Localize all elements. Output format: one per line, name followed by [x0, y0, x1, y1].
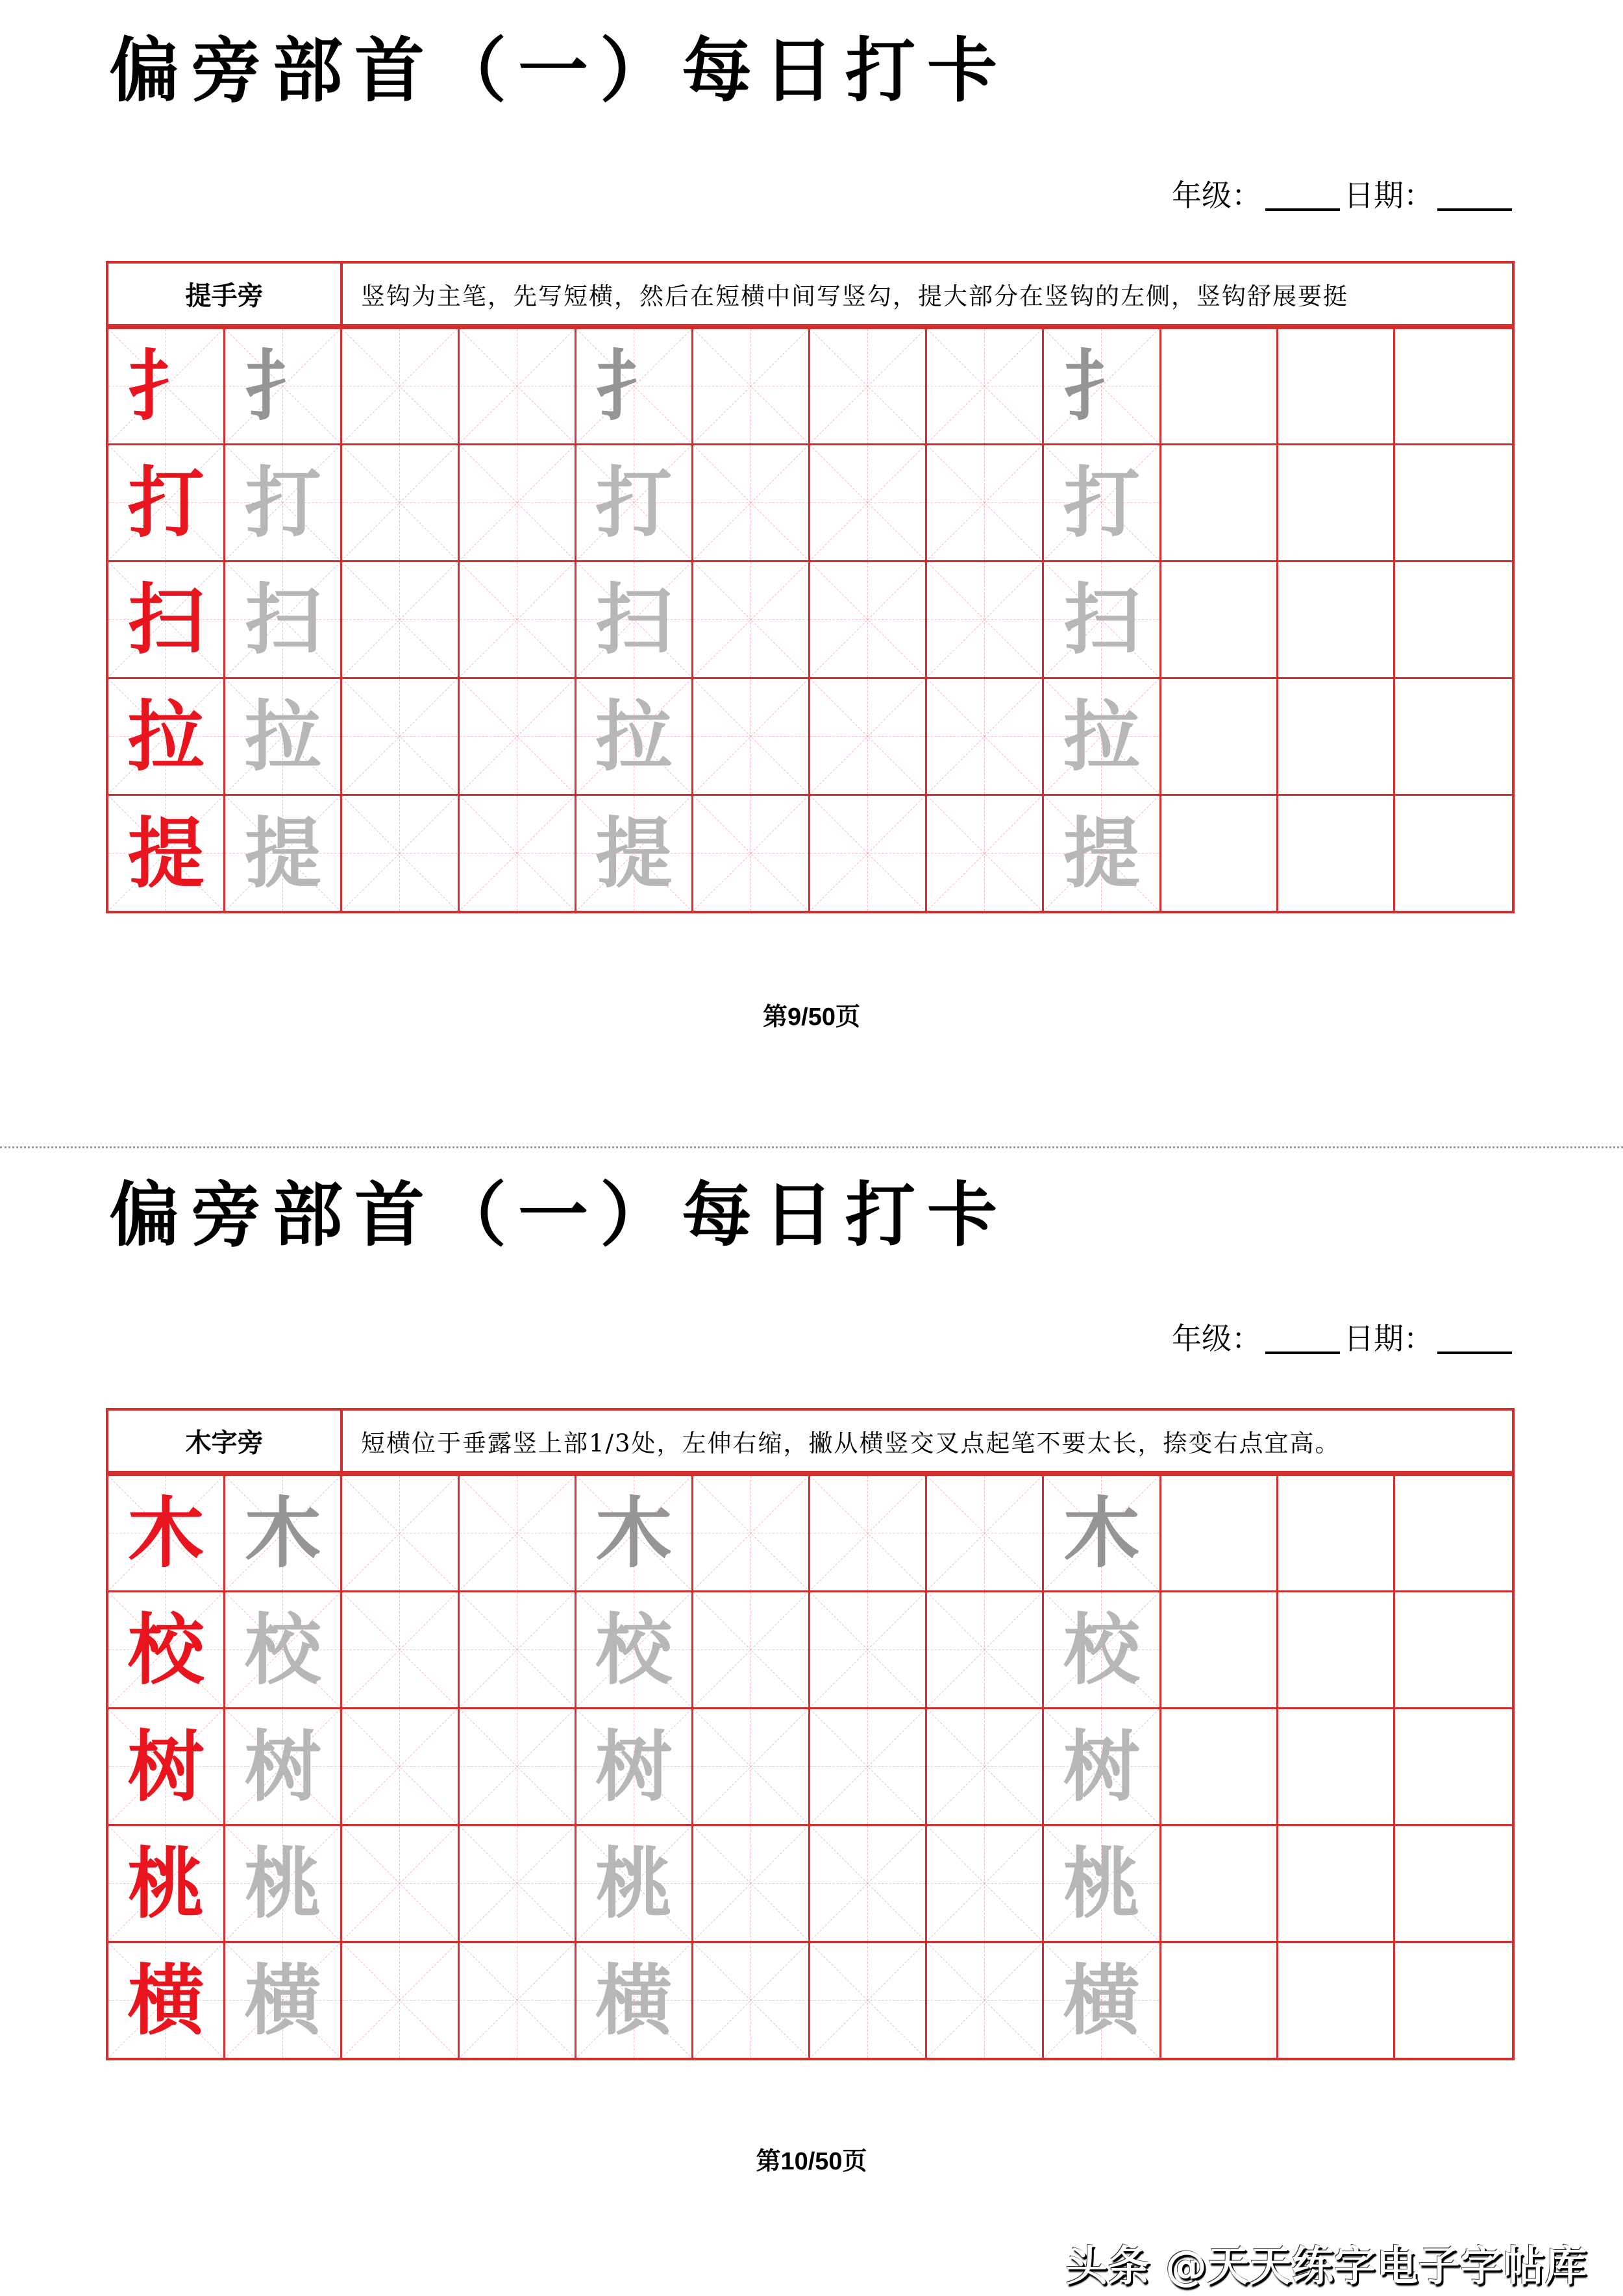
practice-sheet — [106, 1408, 1515, 2060]
trace-character-cell[interactable] — [225, 560, 342, 677]
grade-label: 年级： — [1172, 1321, 1261, 1356]
model-character: 扌 — [127, 341, 204, 431]
practice-cell[interactable] — [1395, 1590, 1512, 1707]
trace-character: 拉 — [1063, 691, 1140, 782]
practice-cell[interactable] — [342, 1474, 459, 1590]
practice-cell[interactable] — [342, 677, 459, 794]
practice-cell[interactable] — [460, 677, 576, 794]
trace-character: 拉 — [595, 691, 673, 782]
practice-cell[interactable] — [810, 1474, 927, 1590]
practice-cell[interactable] — [1395, 1824, 1512, 1941]
trace-character-cell[interactable] — [225, 443, 342, 560]
model-character: 校 — [127, 1605, 204, 1695]
trace-character: 横 — [244, 1955, 321, 2045]
trace-character: 横 — [1063, 1955, 1140, 2045]
mi-grid-guide-icon — [810, 679, 925, 794]
mi-grid-guide-icon — [693, 1826, 808, 1941]
practice-cell[interactable] — [342, 1941, 459, 2058]
sheet-header — [106, 1408, 1515, 1471]
practice-cell[interactable] — [1161, 327, 1278, 443]
page-number: 第9/50页 — [763, 1004, 860, 1031]
date-label: 日期： — [1344, 1321, 1433, 1356]
trace-character-cell[interactable] — [576, 443, 693, 560]
trace-character-cell[interactable] — [1044, 1707, 1161, 1824]
trace-character: 扫 — [595, 574, 673, 665]
grade-label: 年级： — [1172, 178, 1261, 213]
trace-character-cell[interactable] — [1044, 1474, 1161, 1590]
mi-grid-guide-icon — [342, 1476, 457, 1590]
practice-cell[interactable] — [1278, 1707, 1395, 1824]
trace-character: 桃 — [1063, 1838, 1140, 1929]
grade-blank-field[interactable] — [1265, 208, 1340, 211]
practice-cell[interactable] — [927, 1474, 1044, 1590]
trace-character-cell[interactable] — [225, 327, 342, 443]
practice-cell[interactable] — [810, 443, 927, 560]
practice-cell[interactable] — [810, 1590, 927, 1707]
mi-grid-guide-icon — [810, 796, 925, 911]
trace-character: 扫 — [1063, 574, 1140, 665]
trace-character-cell[interactable] — [225, 1941, 342, 2058]
practice-cell[interactable] — [1161, 1824, 1278, 1941]
mi-grid-guide-icon — [342, 1709, 457, 1824]
practice-cell[interactable] — [460, 1474, 576, 1590]
model-character: 打 — [127, 458, 204, 548]
sheet-header — [106, 261, 1515, 324]
model-character-cell — [108, 327, 225, 443]
page-divider — [0, 1146, 1623, 1148]
mi-grid-guide-icon — [460, 562, 575, 677]
grade-date-line — [1172, 172, 1516, 215]
mi-grid-guide-icon — [460, 1476, 575, 1590]
trace-character-cell[interactable] — [576, 677, 693, 794]
practice-cell[interactable] — [1395, 560, 1512, 677]
practice-cell[interactable] — [693, 1707, 810, 1824]
practice-cell[interactable] — [460, 1824, 576, 1941]
practice-cell[interactable] — [693, 560, 810, 677]
trace-character-cell[interactable] — [225, 794, 342, 911]
mi-grid-guide-icon — [693, 329, 808, 443]
trace-character: 木 — [595, 1488, 673, 1578]
model-character: 拉 — [127, 691, 204, 782]
page-title: 偏旁部首（一）每日打卡 — [109, 30, 1010, 112]
mi-grid-guide-icon — [927, 1826, 1042, 1941]
trace-character-cell[interactable] — [1044, 794, 1161, 911]
trace-character: 校 — [244, 1605, 321, 1695]
mi-grid-guide-icon — [927, 1476, 1042, 1590]
trace-character-cell[interactable] — [576, 1474, 693, 1590]
mi-grid-guide-icon — [693, 1476, 808, 1590]
trace-character-cell[interactable] — [225, 1824, 342, 1941]
practice-cell[interactable] — [1278, 1941, 1395, 2058]
practice-cell[interactable] — [810, 677, 927, 794]
trace-character-cell[interactable] — [576, 327, 693, 443]
practice-cell[interactable] — [342, 1824, 459, 1941]
trace-character: 木 — [244, 1488, 321, 1578]
model-character-cell — [108, 1474, 225, 1590]
practice-cell[interactable] — [342, 443, 459, 560]
grade-date-line — [1172, 1315, 1516, 1358]
mi-grid-guide-icon — [342, 1943, 457, 2058]
practice-cell[interactable] — [693, 443, 810, 560]
practice-cell[interactable] — [810, 327, 927, 443]
page-number: 第10/50页 — [756, 2148, 867, 2175]
trace-character: 扌 — [1063, 341, 1140, 431]
practice-cell[interactable] — [927, 1590, 1044, 1707]
trace-character: 树 — [244, 1722, 321, 1812]
practice-cell[interactable] — [460, 1707, 576, 1824]
practice-cell[interactable] — [1161, 1941, 1278, 2058]
mi-grid-guide-icon — [342, 329, 457, 443]
practice-cell[interactable] — [927, 560, 1044, 677]
practice-cell[interactable] — [1161, 1590, 1278, 1707]
date-blank-field[interactable] — [1437, 208, 1512, 211]
practice-cell[interactable] — [1395, 1474, 1512, 1590]
trace-character: 校 — [1063, 1605, 1140, 1695]
model-character: 提 — [127, 808, 204, 898]
radical-description: 短横位于垂露竖上部1/3处，左伸右缩，撇从横竖交叉点起笔不要太长，捺变右点宜高。 — [361, 1429, 1341, 1457]
practice-cell[interactable] — [1395, 1941, 1512, 2058]
practice-cell[interactable] — [927, 1824, 1044, 1941]
practice-cell[interactable] — [693, 1474, 810, 1590]
mi-grid-guide-icon — [927, 679, 1042, 794]
watermark: 头条 @天天练字电子字帖库 — [1065, 2243, 1587, 2291]
trace-character-cell[interactable] — [576, 1707, 693, 1824]
mi-grid-guide-icon — [927, 1943, 1042, 2058]
model-character-cell — [108, 677, 225, 794]
trace-character-cell[interactable] — [1044, 1590, 1161, 1707]
model-character-cell — [108, 443, 225, 560]
practice-cell[interactable] — [927, 677, 1044, 794]
trace-character-cell[interactable] — [576, 560, 693, 677]
mi-grid-guide-icon — [460, 1943, 575, 2058]
practice-cell[interactable] — [927, 1707, 1044, 1824]
model-character-cell — [108, 560, 225, 677]
mi-grid-guide-icon — [460, 796, 575, 911]
practice-cell[interactable] — [460, 560, 576, 677]
mi-grid-guide-icon — [342, 562, 457, 677]
trace-character-cell[interactable] — [576, 1941, 693, 2058]
trace-character-cell[interactable] — [1044, 443, 1161, 560]
mi-grid-guide-icon — [460, 1592, 575, 1707]
mi-grid-guide-icon — [927, 445, 1042, 560]
practice-cell[interactable] — [927, 1941, 1044, 2058]
mi-grid-guide-icon — [342, 1826, 457, 1941]
mi-grid-guide-icon — [927, 329, 1042, 443]
mi-grid-guide-icon — [693, 445, 808, 560]
mi-grid-guide-icon — [927, 1709, 1042, 1824]
writing-grid — [106, 1471, 1515, 2060]
practice-cell[interactable] — [693, 1941, 810, 2058]
mi-grid-guide-icon — [342, 679, 457, 794]
trace-character: 横 — [595, 1955, 673, 2045]
practice-cell[interactable] — [810, 794, 927, 911]
mi-grid-guide-icon — [460, 329, 575, 443]
writing-grid — [106, 324, 1515, 913]
mi-grid-guide-icon — [810, 1592, 925, 1707]
radical-name: 木字旁 — [108, 1411, 343, 1471]
model-character-cell — [108, 1590, 225, 1707]
trace-character: 桃 — [244, 1838, 321, 1929]
mi-grid-guide-icon — [810, 1943, 925, 2058]
practice-cell[interactable] — [810, 1941, 927, 2058]
trace-character: 拉 — [244, 691, 321, 782]
practice-cell[interactable] — [1161, 677, 1278, 794]
practice-cell[interactable] — [1161, 443, 1278, 560]
practice-cell[interactable] — [1278, 443, 1395, 560]
trace-character: 扌 — [595, 341, 673, 431]
trace-character: 提 — [244, 808, 321, 898]
trace-character: 树 — [595, 1722, 673, 1812]
mi-grid-guide-icon — [693, 562, 808, 677]
trace-character: 木 — [1063, 1488, 1140, 1578]
mi-grid-guide-icon — [460, 445, 575, 560]
practice-cell[interactable] — [1395, 677, 1512, 794]
practice-cell[interactable] — [810, 1824, 927, 1941]
trace-character: 打 — [1063, 458, 1140, 548]
practice-cell[interactable] — [1395, 327, 1512, 443]
trace-character-cell[interactable] — [225, 1474, 342, 1590]
trace-character-cell[interactable] — [225, 1590, 342, 1707]
trace-character-cell[interactable] — [576, 794, 693, 911]
practice-cell[interactable] — [1278, 677, 1395, 794]
model-character-cell — [108, 1707, 225, 1824]
practice-cell[interactable] — [693, 1590, 810, 1707]
trace-character-cell[interactable] — [1044, 677, 1161, 794]
trace-character-cell[interactable] — [225, 1707, 342, 1824]
trace-character-cell[interactable] — [1044, 327, 1161, 443]
trace-character: 树 — [1063, 1722, 1140, 1812]
mi-grid-guide-icon — [810, 1476, 925, 1590]
trace-character: 提 — [1063, 808, 1140, 898]
mi-grid-guide-icon — [460, 679, 575, 794]
practice-cell[interactable] — [927, 327, 1044, 443]
practice-cell[interactable] — [342, 794, 459, 911]
trace-character: 扌 — [244, 341, 321, 431]
practice-cell[interactable] — [1161, 1707, 1278, 1824]
trace-character-cell[interactable] — [225, 677, 342, 794]
practice-cell[interactable] — [927, 443, 1044, 560]
mi-grid-guide-icon — [693, 1943, 808, 2058]
mi-grid-guide-icon — [460, 1709, 575, 1824]
page-title: 偏旁部首（一）每日打卡 — [109, 1174, 1010, 1256]
practice-cell[interactable] — [460, 327, 576, 443]
mi-grid-guide-icon — [927, 562, 1042, 677]
practice-cell[interactable] — [1161, 1474, 1278, 1590]
mi-grid-guide-icon — [342, 1592, 457, 1707]
trace-character-cell[interactable] — [1044, 1941, 1161, 2058]
model-character: 桃 — [127, 1838, 204, 1929]
practice-cell[interactable] — [460, 443, 576, 560]
mi-grid-guide-icon — [693, 1592, 808, 1707]
grade-blank-field[interactable] — [1265, 1351, 1340, 1354]
model-character-cell — [108, 794, 225, 911]
mi-grid-guide-icon — [810, 1826, 925, 1941]
model-character: 扫 — [127, 574, 204, 665]
practice-cell[interactable] — [693, 1824, 810, 1941]
practice-cell[interactable] — [1278, 560, 1395, 677]
practice-cell[interactable] — [1278, 1590, 1395, 1707]
model-character: 横 — [127, 1955, 204, 2045]
radical-name: 提手旁 — [108, 264, 343, 324]
trace-character: 提 — [595, 808, 673, 898]
mi-grid-guide-icon — [342, 796, 457, 911]
mi-grid-guide-icon — [810, 445, 925, 560]
practice-sheet — [106, 261, 1515, 913]
practice-cell[interactable] — [1278, 794, 1395, 911]
practice-cell[interactable] — [1278, 1474, 1395, 1590]
practice-cell[interactable] — [342, 327, 459, 443]
practice-cell[interactable] — [1278, 327, 1395, 443]
practice-cell[interactable] — [810, 560, 927, 677]
model-character-cell — [108, 1824, 225, 1941]
model-character-cell — [108, 1941, 225, 2058]
mi-grid-guide-icon — [693, 679, 808, 794]
practice-cell[interactable] — [1395, 1707, 1512, 1824]
mi-grid-guide-icon — [927, 796, 1042, 911]
trace-character-cell[interactable] — [1044, 560, 1161, 677]
mi-grid-guide-icon — [927, 1592, 1042, 1707]
mi-grid-guide-icon — [693, 796, 808, 911]
practice-cell[interactable] — [810, 1707, 927, 1824]
trace-character: 打 — [244, 458, 321, 548]
model-character: 木 — [127, 1488, 204, 1578]
practice-cell[interactable] — [342, 1707, 459, 1824]
practice-cell[interactable] — [1395, 443, 1512, 560]
radical-description: 竖钩为主笔，先写短横，然后在短横中间写竖勾，提大部分在竖钩的左侧，竖钩舒展要挺 — [361, 282, 1348, 310]
trace-character: 校 — [595, 1605, 673, 1695]
practice-cell[interactable] — [693, 677, 810, 794]
trace-character: 扫 — [244, 574, 321, 665]
trace-character-cell[interactable] — [576, 1824, 693, 1941]
practice-cell[interactable] — [693, 794, 810, 911]
practice-cell[interactable] — [342, 1590, 459, 1707]
practice-cell[interactable] — [1278, 1824, 1395, 1941]
practice-cell[interactable] — [460, 794, 576, 911]
model-character: 树 — [127, 1722, 204, 1812]
practice-cell[interactable] — [1161, 794, 1278, 911]
practice-cell[interactable] — [342, 560, 459, 677]
practice-cell[interactable] — [693, 327, 810, 443]
trace-character: 桃 — [595, 1838, 673, 1929]
mi-grid-guide-icon — [693, 1709, 808, 1824]
mi-grid-guide-icon — [460, 1826, 575, 1941]
mi-grid-guide-icon — [342, 445, 457, 560]
mi-grid-guide-icon — [810, 1709, 925, 1824]
trace-character-cell[interactable] — [576, 1590, 693, 1707]
date-label: 日期： — [1344, 178, 1433, 213]
date-blank-field[interactable] — [1437, 1351, 1512, 1354]
practice-cell[interactable] — [460, 1590, 576, 1707]
trace-character: 打 — [595, 458, 673, 548]
practice-cell[interactable] — [1161, 560, 1278, 677]
practice-cell[interactable] — [1395, 794, 1512, 911]
trace-character-cell[interactable] — [1044, 1824, 1161, 1941]
mi-grid-guide-icon — [810, 329, 925, 443]
practice-cell[interactable] — [460, 1941, 576, 2058]
practice-cell[interactable] — [927, 794, 1044, 911]
mi-grid-guide-icon — [810, 562, 925, 677]
